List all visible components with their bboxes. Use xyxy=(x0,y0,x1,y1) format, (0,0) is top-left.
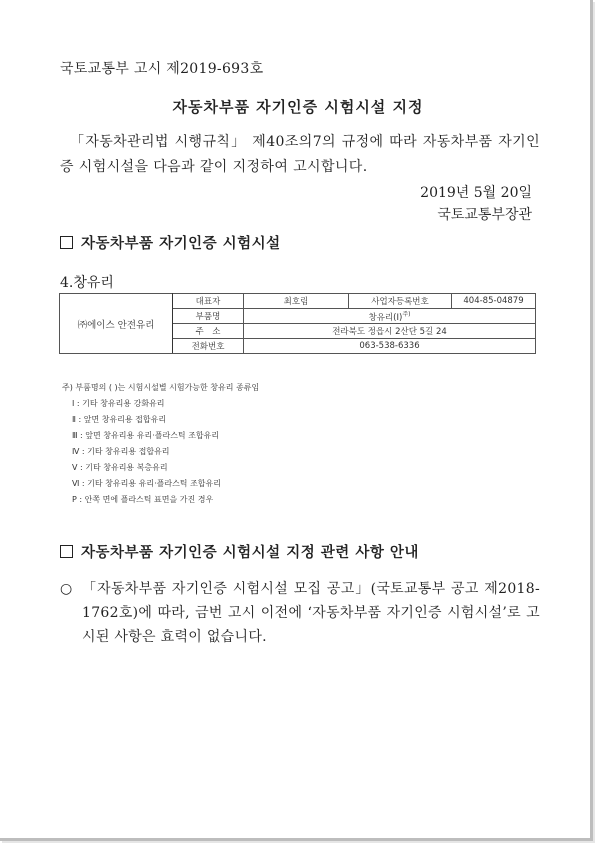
section-heading-text: 자동차부품 자기인증 시험시설 xyxy=(81,236,281,252)
guide-text: 「자동차부품 자기인증 시험시설 모집 공고」(국토교통부 공고 제2018-1762호)에 따라, 금번 고시 이전에 ‘자동차부품 자기인증 시험시설’로 고시된 사항은 효력이 없습니다. xyxy=(82,581,540,645)
issuer: 국토교통부장관 xyxy=(437,207,532,223)
rep-value: 최호림 xyxy=(244,294,349,309)
part-cell xyxy=(244,309,536,324)
list-item: Ⅴ : 기타 창유리용 복층유리 xyxy=(72,463,168,472)
list-item: P : 안쪽 면에 플라스틱 표면을 가진 경우 xyxy=(72,495,214,504)
phone-value: 063-538-6336 xyxy=(244,339,536,354)
reg-label: 사업자등록번호 xyxy=(349,294,452,309)
footnote-note: 주) 부품명의 ( )는 시험시설별 시험가능한 창유리 종류임 xyxy=(62,383,260,392)
guide-paragraph xyxy=(60,577,540,649)
list-item: Ⅳ : 기타 창유리용 접합유리 xyxy=(72,447,170,456)
rep-label: 대표자 xyxy=(173,294,244,309)
part-label: 부품명 xyxy=(173,309,244,324)
list-item: Ⅵ : 기타 창유리용 유리·플라스틱 조합유리 xyxy=(72,479,221,488)
checkbox-square-icon xyxy=(60,236,73,249)
footnotes xyxy=(62,380,259,508)
phone-label: 전화번호 xyxy=(173,339,244,354)
circle-bullet-icon: ○ xyxy=(60,581,73,597)
document-title: 자동차부품 자기인증 시험시설 지정 xyxy=(172,98,424,116)
checkbox-square-icon xyxy=(60,545,73,558)
table-row xyxy=(60,294,536,309)
company-name: ㈜에이스 안전유리 xyxy=(60,294,173,354)
notice-number: 국토교통부 고시 제2019-693호 xyxy=(60,61,264,77)
list-item: Ⅱ : 앞면 창유리용 접합유리 xyxy=(72,415,167,424)
section-heading-facility xyxy=(60,232,281,253)
intro-paragraph: 「자동차관리법 시행규칙」 제40조의7의 규정에 따라 자동차부품 자기인증 시험시설을 다음과 같이 지정하여 고시합니다. xyxy=(60,134,540,175)
addr-value: 전라북도 정읍시 2산단 5길 24 xyxy=(244,324,536,339)
list-item: Ⅰ : 기타 창유리용 강화유리 xyxy=(72,399,165,408)
reg-value: 404-85-04879 xyxy=(452,294,536,309)
notice-date: 2019년 5월 20일 xyxy=(420,185,532,201)
addr-label: 주 소 xyxy=(173,324,244,339)
facility-table xyxy=(59,293,536,354)
section-heading-guide xyxy=(60,541,419,562)
list-item: Ⅲ : 앞면 창유리용 유리·플라스틱 조합유리 xyxy=(72,431,220,440)
section-heading-text: 자동차부품 자기인증 시험시설 지정 관련 사항 안내 xyxy=(81,545,419,561)
part-superscript: 주) xyxy=(402,311,411,319)
part-value: 창유리(Ⅰ) xyxy=(368,312,403,323)
category-label: 4.창유리 xyxy=(60,275,114,291)
